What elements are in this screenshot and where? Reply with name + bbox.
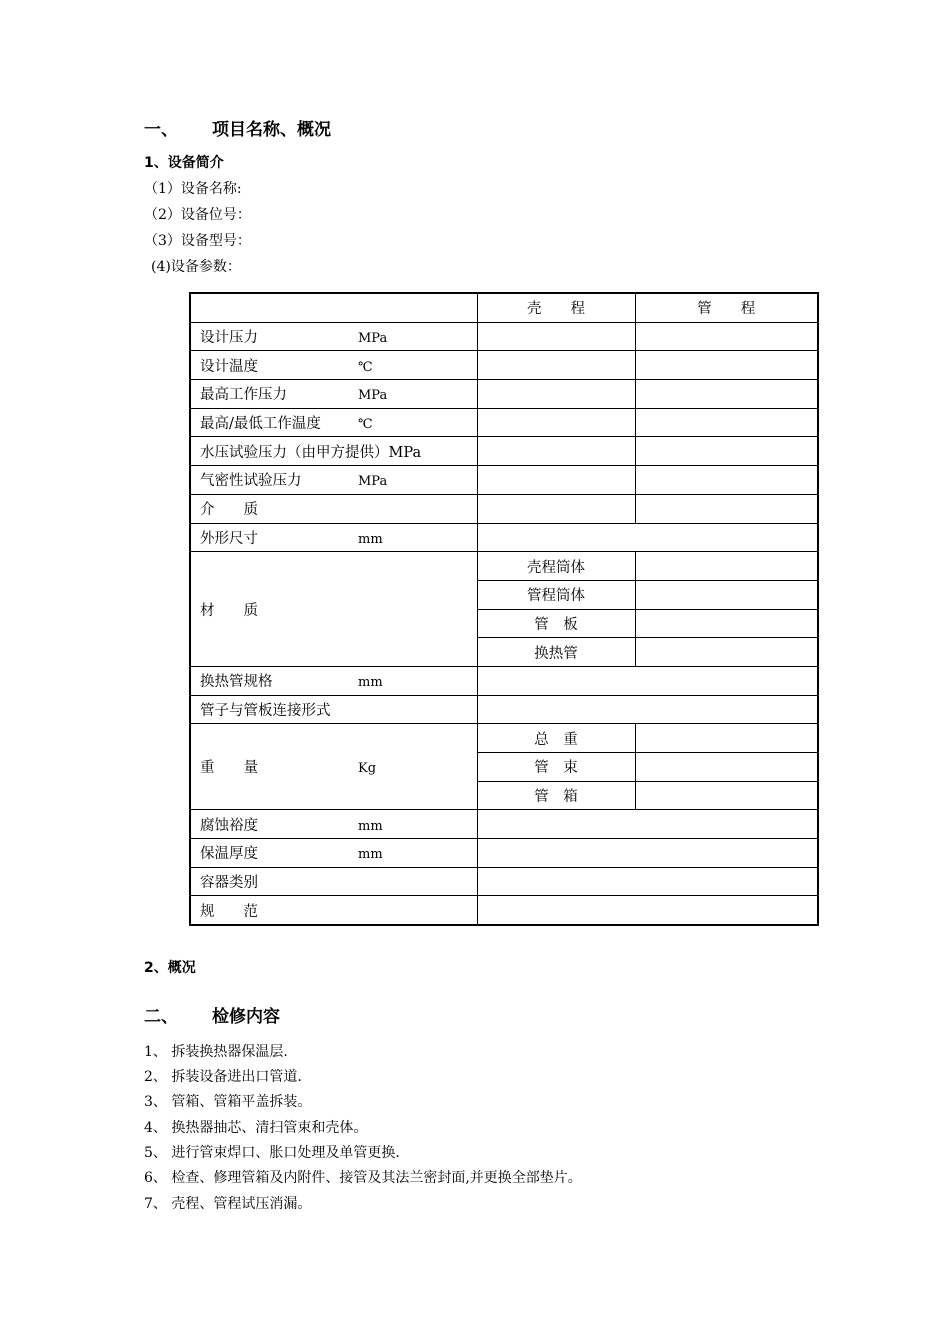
- table-row: [190, 466, 818, 495]
- row-unit: ℃: [358, 417, 373, 433]
- row-label: 材 质: [200, 602, 258, 619]
- subsection1-heading: 1、设备简介: [144, 155, 224, 171]
- section2-title: 检修内容: [212, 1007, 280, 1027]
- sub-label: 管 箱: [477, 781, 635, 810]
- row-label: 水压试验压力（由甲方提供）MPa: [200, 444, 422, 461]
- value-cell: [635, 753, 818, 782]
- row-label: 换热管规格: [200, 674, 273, 691]
- value-cell: [635, 351, 818, 380]
- sub-label: 总 重: [477, 724, 635, 753]
- value-cell: [635, 609, 818, 638]
- row-unit: mm: [358, 818, 383, 834]
- value-cell: [635, 466, 818, 495]
- value-cell: [477, 351, 635, 380]
- value-cell: [635, 638, 818, 667]
- section2-heading: [144, 1002, 280, 1027]
- value-cell: [477, 666, 818, 695]
- row-label: 管子与管板连接形式: [200, 702, 331, 719]
- value-cell: [635, 380, 818, 409]
- table-header-row: [190, 293, 818, 322]
- table-row: [190, 552, 818, 581]
- task-item: 5、 进行管束焊口、胀口处理及单管更换.: [144, 1145, 400, 1161]
- table-row: [190, 322, 818, 351]
- sub-label: 换热管: [477, 638, 635, 667]
- task-item: 4、 换热器抽芯、清扫管束和壳体。: [144, 1120, 368, 1136]
- row-label: 气密性试验压力: [200, 473, 302, 490]
- table-row: [190, 810, 818, 839]
- table-row: [190, 380, 818, 409]
- header-blank-cell: [190, 293, 477, 322]
- value-cell: [477, 322, 635, 351]
- task-item: 3、 管箱、管箱平盖拆装。: [144, 1094, 312, 1110]
- value-cell: [635, 781, 818, 810]
- section2-number: 二、: [144, 1007, 178, 1027]
- task-item: 1、 拆装换热器保温层.: [144, 1044, 288, 1060]
- item-equipment-model: （3）设备型号：: [144, 233, 251, 249]
- row-unit: Kg: [358, 761, 377, 777]
- value-cell: [635, 408, 818, 437]
- table-row: [190, 867, 818, 896]
- value-cell: [477, 839, 818, 868]
- value-cell: [477, 810, 818, 839]
- value-cell: [477, 695, 818, 724]
- row-label: 最高工作压力: [200, 387, 287, 404]
- table-row: [190, 408, 818, 437]
- table-row: [190, 351, 818, 380]
- section1-heading: [144, 115, 331, 140]
- value-cell: [477, 896, 818, 925]
- sub-label: 管程筒体: [477, 580, 635, 609]
- row-label: 设计温度: [200, 358, 258, 375]
- sub-label: 管 板: [477, 609, 635, 638]
- task-item: 2、 拆装设备进出口管道.: [144, 1069, 302, 1085]
- row-label: 外形尺寸: [200, 530, 258, 547]
- table-row: [190, 896, 818, 925]
- section1-number: 一、: [144, 120, 178, 140]
- row-unit: mm: [358, 847, 383, 863]
- sub-label: 壳程筒体: [477, 552, 635, 581]
- value-cell: [477, 408, 635, 437]
- task-item: 6、 检查、修理管箱及内附件、接管及其法兰密封面,并更换全部垫片。: [144, 1170, 582, 1186]
- table-row: [190, 724, 818, 753]
- value-cell: [477, 523, 818, 552]
- value-cell: [635, 724, 818, 753]
- row-unit: ℃: [358, 359, 373, 375]
- table-row: [190, 695, 818, 724]
- table-row: [190, 666, 818, 695]
- table-row: [190, 494, 818, 523]
- table-row: [190, 839, 818, 868]
- subsection2-heading: 2、概况: [144, 960, 196, 976]
- table-row: [190, 523, 818, 552]
- section1-title: 项目名称、概况: [212, 120, 331, 140]
- value-cell: [635, 494, 818, 523]
- value-cell: [477, 867, 818, 896]
- value-cell: [635, 552, 818, 581]
- sub-label: 管 束: [477, 753, 635, 782]
- value-cell: [477, 494, 635, 523]
- row-label: 保温厚度: [200, 846, 258, 863]
- row-unit: MPa: [358, 474, 388, 490]
- item-equipment-params: (4)设备参数：: [151, 259, 241, 275]
- header-shell-side: 壳 程: [477, 293, 635, 322]
- task-item: 7、 壳程、管程试压消漏。: [144, 1196, 312, 1212]
- table-row: [190, 437, 818, 466]
- row-label: 腐蚀裕度: [200, 817, 258, 834]
- value-cell: [477, 466, 635, 495]
- row-label: 规 范: [200, 903, 258, 920]
- value-cell: [635, 322, 818, 351]
- row-unit: mm: [358, 675, 383, 691]
- row-unit: mm: [358, 531, 383, 547]
- row-unit: MPa: [358, 331, 388, 347]
- value-cell: [635, 437, 818, 466]
- row-label: 容器类别: [200, 875, 258, 892]
- row-label: 设计压力: [200, 330, 258, 347]
- row-label: 重 量: [200, 760, 258, 777]
- item-equipment-name: （1）设备名称:: [144, 181, 242, 197]
- row-unit: MPa: [358, 388, 388, 404]
- value-cell: [635, 580, 818, 609]
- item-equipment-tag: （2）设备位号：: [144, 207, 251, 223]
- row-label: 介 质: [200, 502, 258, 519]
- value-cell: [477, 437, 635, 466]
- header-tube-side: 管 程: [635, 293, 818, 322]
- value-cell: [477, 380, 635, 409]
- row-label: 最高/最低工作温度: [200, 416, 321, 433]
- equipment-parameter-table: [189, 292, 819, 926]
